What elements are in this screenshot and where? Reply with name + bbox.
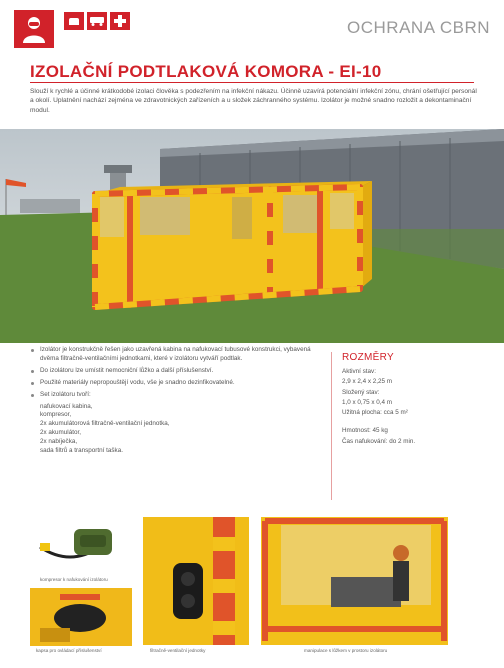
filter-units-photo <box>143 517 249 645</box>
set-item: 2x akumulátor, <box>40 429 81 437</box>
bus-icon <box>87 12 107 30</box>
hand-icon <box>64 12 84 30</box>
set-item: nafukovací kabina, <box>40 402 93 410</box>
list-item: Izolátor je konstrukčně řešen jako uzavřená kabina na nafukovací tubusové konstrukci, vybavená dvěma filtračně-ventilačními jednotkami, které v izolátoru vytváří podtlak. <box>30 346 320 364</box>
hero-photo <box>0 129 504 343</box>
folded-value: 1,0 x 0,75 x 0,4 m <box>342 398 393 406</box>
page-title: IZOLAČNÍ PODTLAKOVÁ KOMORA - EI-10 <box>30 62 382 81</box>
person-mask-icon <box>14 10 54 48</box>
weight: Hmotnost: 45 kg <box>342 427 388 435</box>
folded-label: Složený stav: <box>342 388 380 396</box>
intro-paragraph: Slouží k rychlé a účinné krátkodobé izolaci člověka s podezřením na infekční nákazu. Účinně uzavírá potenciální infekční zónu, chrání ošetřující personál a okolí. Uplatnění nachází zejména ve zdravotnických zařízeních a u složek záchranného systému. Izolátor je možné snadno rozložit a dekontaminační modul. <box>30 88 477 114</box>
active-label: Aktivní stav: <box>342 368 376 375</box>
compressor-photo <box>30 517 132 575</box>
caption: filtračně-ventilační jednotky <box>150 648 206 653</box>
set-title: Set izolátoru tvoří: <box>30 391 320 400</box>
active-value: 2,9 x 2,4 x 2,25 m <box>342 378 393 386</box>
list-item: Do izolátoru lze umístit nemocniční lůžko a další příslušenství. <box>30 367 320 376</box>
caption: manipulace s lůžkem v prostoru izolátoru <box>304 648 388 653</box>
list-item: Použité materiály nepropouštějí vodu, vše je snadno dezinfikovatelné. <box>30 379 320 388</box>
interior-photo <box>261 517 448 645</box>
dimensions-heading: ROZMĚRY <box>342 352 394 363</box>
header <box>0 0 504 58</box>
brand-label: OCHRANA CBRN <box>347 18 490 37</box>
caption: kapsa pro ovládací příslušenství <box>36 648 102 653</box>
set-item: sada filtrů a transportní taška. <box>40 447 123 455</box>
set-item: 2x nabíječka, <box>40 438 78 446</box>
set-item: kompresor, <box>40 411 72 419</box>
set-item: 2x akumulátorová filtračně-ventilační jednotka, <box>40 420 170 428</box>
title-divider <box>30 82 474 83</box>
feature-list <box>30 346 320 456</box>
pocket-photo <box>30 588 132 646</box>
inflate-time: Čas nafukování: do 2 min. <box>342 437 416 445</box>
dimensions-panel <box>331 352 471 500</box>
caption: kompresor k nafukování izolátoru <box>40 577 108 582</box>
medical-cross-icon <box>110 12 130 30</box>
usable-area: Užitná plocha: cca 5 m² <box>342 409 408 417</box>
